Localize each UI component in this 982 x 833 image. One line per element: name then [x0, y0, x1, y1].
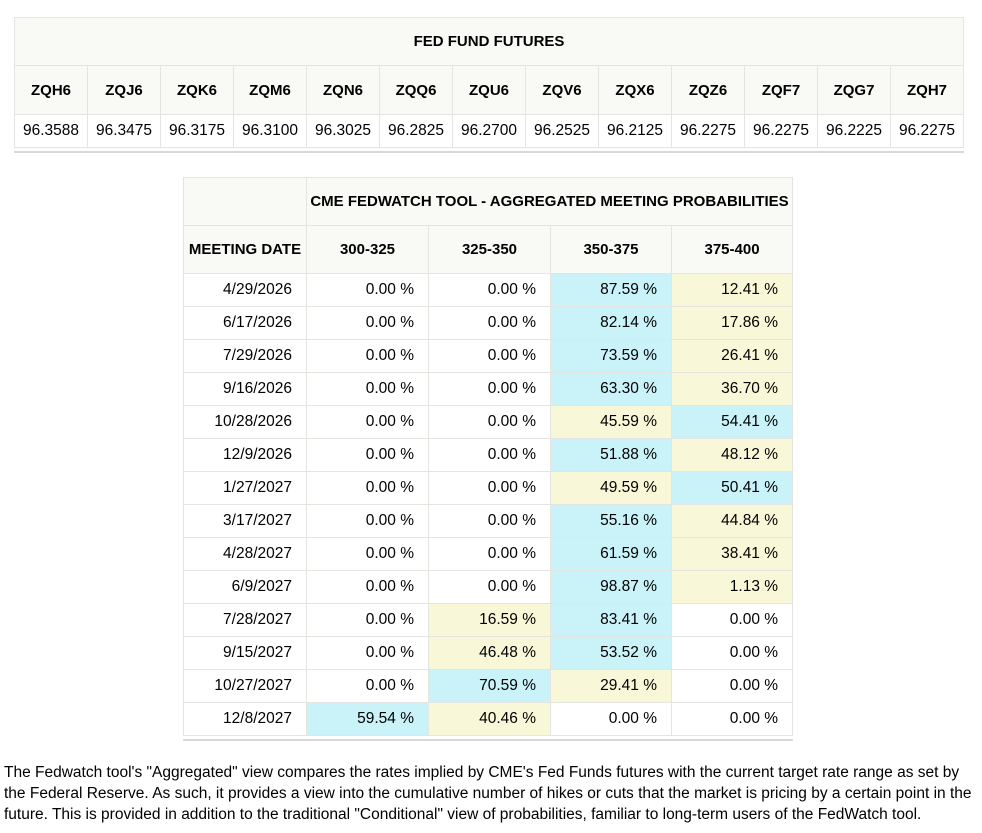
- meeting-date-cell: 10/28/2026: [184, 406, 307, 439]
- futures-price-cell: 96.2825: [380, 115, 453, 148]
- probability-cell: 98.87 %: [551, 571, 672, 604]
- probability-cell: 0.00 %: [429, 538, 551, 571]
- futures-contract-header: ZQN6: [307, 66, 380, 115]
- meeting-date-cell: 9/16/2026: [184, 373, 307, 406]
- futures-contract-header: ZQQ6: [380, 66, 453, 115]
- probability-cell: 0.00 %: [429, 439, 551, 472]
- probability-cell: 17.86 %: [672, 307, 793, 340]
- futures-price-cell: 96.2125: [599, 115, 672, 148]
- probability-cell: 0.00 %: [307, 274, 429, 307]
- probability-cell: 0.00 %: [307, 505, 429, 538]
- probability-cell: 70.59 %: [429, 670, 551, 703]
- futures-price-cell: 96.3100: [234, 115, 307, 148]
- futures-contract-header: ZQH7: [891, 66, 964, 115]
- probability-cell: 0.00 %: [307, 472, 429, 505]
- fedwatch-row: [184, 307, 793, 340]
- meeting-date-cell: 7/28/2027: [184, 604, 307, 637]
- probability-cell: 0.00 %: [307, 406, 429, 439]
- footnote-text: The Fedwatch tool's "Aggregated" view compares the rates implied by CME's Fed Funds futures with the current target rate range as set by the Federal Reserve. As such, it provides a view into the cumulative number of hikes or cuts that the market is pricing by a certain point in the future. This is provided in addition to the traditional "Conditional" view of probabilities, familiar to long-term users of the FedWatch tool.: [4, 764, 972, 823]
- meeting-date-cell: 9/15/2027: [184, 637, 307, 670]
- probability-cell: 61.59 %: [551, 538, 672, 571]
- probability-cell: 12.41 %: [672, 274, 793, 307]
- fed-fund-futures-table: [14, 17, 964, 148]
- probability-cell: 45.59 %: [551, 406, 672, 439]
- fedwatch-row: [184, 703, 793, 736]
- probability-cell: 0.00 %: [429, 505, 551, 538]
- probability-cell: 26.41 %: [672, 340, 793, 373]
- probability-cell: 73.59 %: [551, 340, 672, 373]
- futures-table-container: [14, 17, 964, 153]
- fedwatch-row: [184, 637, 793, 670]
- meeting-date-cell: 6/9/2027: [184, 571, 307, 604]
- probability-cell: 0.00 %: [672, 604, 793, 637]
- probability-cell: 0.00 %: [429, 406, 551, 439]
- rate-range-header: 375-400: [672, 226, 793, 274]
- meeting-date-header: MEETING DATE: [184, 226, 307, 274]
- probability-cell: 0.00 %: [307, 571, 429, 604]
- futures-price-cell: 96.2700: [453, 115, 526, 148]
- probability-cell: 82.14 %: [551, 307, 672, 340]
- fedwatch-row: [184, 571, 793, 604]
- probability-cell: 0.00 %: [429, 307, 551, 340]
- probability-cell: 63.30 %: [551, 373, 672, 406]
- probability-cell: 0.00 %: [307, 637, 429, 670]
- probability-cell: 0.00 %: [307, 340, 429, 373]
- probability-cell: 53.52 %: [551, 637, 672, 670]
- futures-contract-header: ZQK6: [161, 66, 234, 115]
- probability-cell: 0.00 %: [429, 274, 551, 307]
- probability-cell: 51.88 %: [551, 439, 672, 472]
- probability-cell: 0.00 %: [429, 373, 551, 406]
- meeting-date-cell: 4/29/2026: [184, 274, 307, 307]
- fedwatch-row: [184, 274, 793, 307]
- probability-cell: 0.00 %: [429, 340, 551, 373]
- futures-title-row: [15, 18, 964, 66]
- meeting-date-cell: 12/9/2026: [184, 439, 307, 472]
- futures-price-cell: 96.3475: [88, 115, 161, 148]
- futures-contract-header: ZQG7: [818, 66, 891, 115]
- probability-cell: 83.41 %: [551, 604, 672, 637]
- futures-price-cell: 96.2525: [526, 115, 599, 148]
- probability-cell: 0.00 %: [307, 538, 429, 571]
- futures-price-cell: 96.2275: [745, 115, 818, 148]
- fedwatch-row: [184, 472, 793, 505]
- futures-contract-header: ZQH6: [15, 66, 88, 115]
- probability-cell: 55.16 %: [551, 505, 672, 538]
- probability-cell: 49.59 %: [551, 472, 672, 505]
- futures-price-cell: 96.3175: [161, 115, 234, 148]
- fedwatch-row: [184, 439, 793, 472]
- futures-table-title: FED FUND FUTURES: [15, 18, 964, 66]
- futures-contract-header: ZQX6: [599, 66, 672, 115]
- fedwatch-row: [184, 505, 793, 538]
- futures-price-cell: 96.3588: [15, 115, 88, 148]
- futures-contract-header: ZQF7: [745, 66, 818, 115]
- futures-price-cell: 96.2275: [891, 115, 964, 148]
- meeting-date-cell: 7/29/2026: [184, 340, 307, 373]
- futures-price-cell: 96.3025: [307, 115, 380, 148]
- probability-cell: 0.00 %: [307, 439, 429, 472]
- probability-cell: 38.41 %: [672, 538, 793, 571]
- fedwatch-table-body: [184, 274, 793, 736]
- probability-cell: 0.00 %: [429, 472, 551, 505]
- meeting-date-cell: 6/17/2026: [184, 307, 307, 340]
- fedwatch-row: [184, 604, 793, 637]
- futures-price-row: [15, 115, 964, 148]
- probability-cell: 0.00 %: [672, 703, 793, 736]
- futures-price-cell: 96.2225: [818, 115, 891, 148]
- probability-cell: 48.12 %: [672, 439, 793, 472]
- probability-cell: 46.48 %: [429, 637, 551, 670]
- probability-cell: 44.84 %: [672, 505, 793, 538]
- fedwatch-probabilities-table: [183, 177, 793, 736]
- futures-contract-header: ZQJ6: [88, 66, 161, 115]
- futures-contract-header: ZQM6: [234, 66, 307, 115]
- probability-cell: 59.54 %: [307, 703, 429, 736]
- fedwatch-corner-cell: [184, 178, 307, 226]
- fedwatch-header-row: [184, 226, 793, 274]
- meeting-date-cell: 10/27/2027: [184, 670, 307, 703]
- probability-cell: 0.00 %: [551, 703, 672, 736]
- probability-cell: 1.13 %: [672, 571, 793, 604]
- fedwatch-row: [184, 406, 793, 439]
- probability-cell: 0.00 %: [307, 604, 429, 637]
- probability-cell: 0.00 %: [307, 670, 429, 703]
- meeting-date-cell: 4/28/2027: [184, 538, 307, 571]
- fedwatch-row: [184, 373, 793, 406]
- fedwatch-row: [184, 670, 793, 703]
- probability-cell: 0.00 %: [429, 571, 551, 604]
- futures-contract-header: ZQV6: [526, 66, 599, 115]
- rate-range-header: 325-350: [429, 226, 551, 274]
- fedwatch-title-row: [184, 178, 793, 226]
- futures-header-row: [15, 66, 964, 115]
- probability-cell: 0.00 %: [672, 637, 793, 670]
- probability-cell: 0.00 %: [307, 373, 429, 406]
- meeting-date-cell: 12/8/2027: [184, 703, 307, 736]
- probability-cell: 29.41 %: [551, 670, 672, 703]
- fedwatch-row: [184, 340, 793, 373]
- meeting-date-cell: 3/17/2027: [184, 505, 307, 538]
- fedwatch-table-container: [183, 177, 793, 741]
- futures-contract-header: ZQZ6: [672, 66, 745, 115]
- rate-range-header: 350-375: [551, 226, 672, 274]
- meeting-date-cell: 1/27/2027: [184, 472, 307, 505]
- futures-price-cell: 96.2275: [672, 115, 745, 148]
- probability-cell: 16.59 %: [429, 604, 551, 637]
- fedwatch-row: [184, 538, 793, 571]
- probability-cell: 36.70 %: [672, 373, 793, 406]
- futures-contract-header: ZQU6: [453, 66, 526, 115]
- probability-cell: 54.41 %: [672, 406, 793, 439]
- fedwatch-table-title: CME FEDWATCH TOOL - AGGREGATED MEETING PROBABILITIES: [307, 178, 793, 226]
- probability-cell: 87.59 %: [551, 274, 672, 307]
- probability-cell: 0.00 %: [672, 670, 793, 703]
- rate-range-header: 300-325: [307, 226, 429, 274]
- probability-cell: 40.46 %: [429, 703, 551, 736]
- probability-cell: 0.00 %: [307, 307, 429, 340]
- probability-cell: 50.41 %: [672, 472, 793, 505]
